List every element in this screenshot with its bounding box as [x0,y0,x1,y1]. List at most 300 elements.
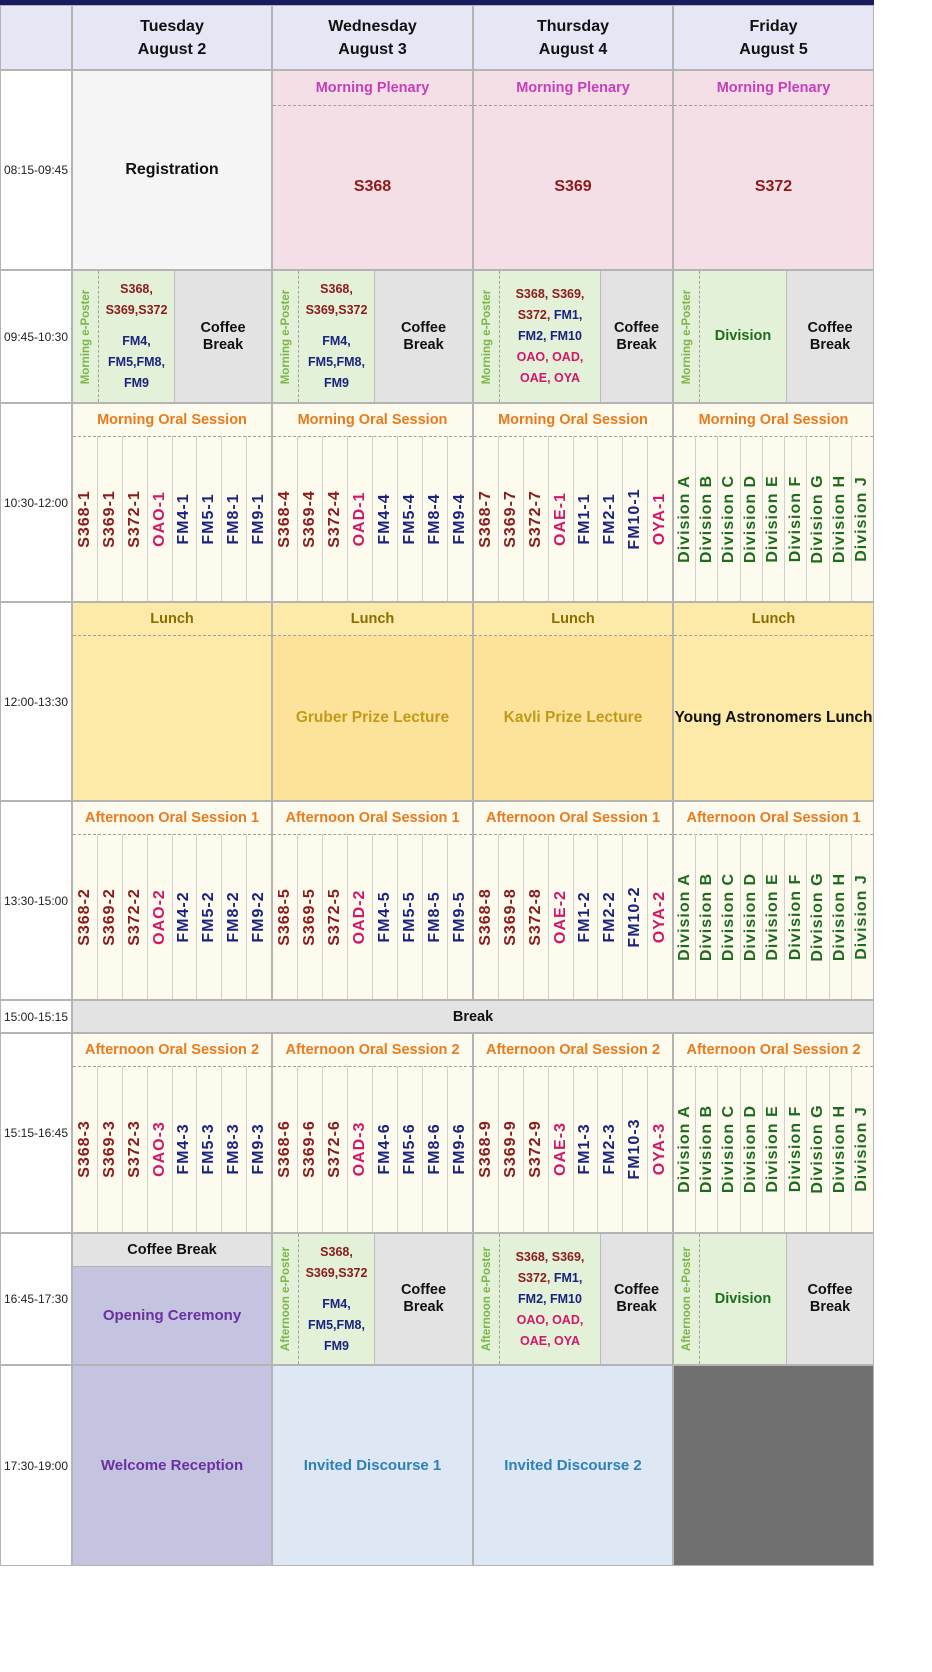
session-column [347,834,372,999]
eposter-text: Afternoon e-Poster [480,1246,493,1352]
session-column [447,436,472,601]
session-code: Division H [831,474,849,563]
session-code: OYA-1 [651,492,669,545]
session-code: FM5-4 [401,492,418,545]
poster-item: FM8, FM9 [324,1317,365,1353]
lunch-band: Lunch [73,603,271,636]
oral-session-cell-thu [473,403,673,602]
session-code: S369-3 [100,1120,118,1178]
oral-session-cell-fri [673,403,874,602]
session-code: FM4-1 [175,492,193,545]
session-code: S372-4 [326,489,343,548]
day-header-wed [272,5,473,70]
session-column [221,436,246,601]
session-code: FM1-2 [576,890,594,943]
poster-cell-wed [272,270,473,403]
lunch-cell-tue [72,602,272,801]
session-code: S368-1 [75,489,93,548]
registration-cell: Registration [72,70,272,270]
session-code: OAD-1 [351,491,368,546]
session-code: OAD-3 [351,1121,368,1177]
session-column [695,436,717,601]
session-code: S372-9 [526,1120,544,1178]
poster-session-list [500,1234,600,1364]
day-date: August 2 [137,40,207,58]
session-code: S372-2 [125,887,143,946]
schedule-grid [0,5,874,1566]
session-code: FM8-2 [225,890,243,943]
lunch-cell-thu [473,602,673,801]
time-slot: 08:15-09:45 [0,70,72,270]
session-code: S369-6 [301,1120,318,1178]
session-code: Division C [720,872,738,961]
session-column [674,834,695,999]
session-column [122,436,147,601]
session-code: FM5-5 [401,890,418,943]
session-code: S368-6 [276,1120,293,1178]
oral-session-cell-tue [72,1033,272,1233]
eposter-label [474,271,500,402]
coffee-break-cell [786,271,873,402]
eposter-label [474,1234,500,1364]
poster-line [299,331,374,394]
poster-item: S368, S369, [515,1249,585,1264]
poster-item: S368, S369, [515,287,585,301]
session-code: S368-3 [75,1120,93,1178]
session-code: FM9-6 [451,1123,468,1175]
session-code: FM10-2 [626,885,644,948]
session-code: FM5-2 [200,890,218,943]
session-code: FM1-3 [576,1123,594,1175]
lunch-event: Gruber Prize Lecture [295,709,450,726]
day-header-fri [673,5,874,70]
poster-line [299,279,374,321]
session-code: FM5-3 [200,1123,218,1175]
session-column [73,1066,97,1232]
poster-line [517,1310,584,1331]
session-column [647,436,672,601]
poster-item: S368, S369, [305,282,353,317]
session-code: OAD-2 [351,889,368,944]
session-column [172,1066,197,1232]
session-code: FM1-1 [576,492,594,545]
session-code: Division C [720,1104,738,1194]
oral-session-band: Morning Oral Session [273,404,472,437]
session-code: S368-8 [476,887,494,946]
session-column [322,1066,347,1232]
plenary-cell [473,70,673,270]
session-column [347,1066,372,1232]
session-code: S369-2 [100,887,118,946]
poster-line [516,284,585,305]
session-code: S372-7 [526,489,544,548]
session-columns [73,834,271,999]
session-code: Division A [675,872,693,961]
session-column [297,436,322,601]
session-code: OAE-1 [551,491,569,546]
session-column [762,436,784,601]
oral-session-cell-wed [272,801,473,1000]
session-column [717,1066,739,1232]
session-column [196,1066,221,1232]
oral-session-band: Afternoon Oral Session 2 [474,1034,672,1067]
eposter-text: Afternoon e-Poster [279,1246,292,1352]
coffee-break-cell [786,1234,873,1364]
session-code: FM8-3 [225,1123,243,1175]
poster-item: FM8, FM9 [124,355,165,390]
poster-item: S372 [338,1265,368,1280]
poster-line [518,1268,583,1289]
session-columns [273,1066,472,1232]
session-column [322,436,347,601]
session-code: OYA-3 [651,1122,669,1176]
session-column [573,1066,598,1232]
session-column [740,1066,762,1232]
session-code: S368-2 [75,887,93,946]
session-column [548,834,573,999]
session-column [172,436,197,601]
eposter-label [674,271,700,402]
session-column [447,1066,472,1232]
session-code: S369-9 [501,1120,519,1178]
poster-item: FM8, FM9 [324,355,365,390]
lunch-band: Lunch [674,603,873,636]
time-slot: 15:00-15:15 [0,1000,72,1033]
session-column [647,834,672,999]
poster-cell-thu [473,1233,673,1365]
session-code: Division J [853,873,871,960]
day-header-thu [473,5,673,70]
session-column [851,1066,873,1232]
plenary-session: S368 [353,178,392,195]
session-column [674,436,695,601]
session-columns [474,834,672,999]
oral-session-band: Afternoon Oral Session 1 [674,802,873,835]
poster-session-list [299,1234,374,1364]
poster-cell-thu [473,270,673,403]
division-cell [700,1234,786,1364]
session-code: FM9-1 [250,492,268,545]
session-column [147,436,172,601]
session-column [297,1066,322,1232]
session-column [372,1066,397,1232]
lunch-event: Young Astronomers Lunch [674,709,873,726]
oral-session-band: Afternoon Oral Session 1 [73,802,271,835]
session-code: Division E [764,872,782,961]
session-code: Division F [786,873,804,960]
session-code: S368-4 [276,489,293,548]
session-column [397,834,422,999]
session-code: FM5-1 [200,492,218,545]
session-code: FM8-1 [225,492,243,545]
plenary-band: Morning Plenary [273,71,472,106]
session-column [474,1066,498,1232]
session-column [717,834,739,999]
session-column [147,1066,172,1232]
session-column [122,1066,147,1232]
coffee-break-label: Coffee Break [807,319,853,353]
session-column [717,436,739,601]
session-code: FM4-5 [376,890,393,943]
poster-line [517,347,584,368]
day-date: August 5 [739,40,808,58]
time-slot: 13:30-15:00 [0,801,72,1000]
poster-item: FM4, FM5, [308,1296,351,1332]
session-column [622,436,647,601]
eposter-label [273,1234,299,1364]
session-code: Division G [808,871,826,962]
division-cell [700,271,786,402]
session-column [622,834,647,999]
session-column [347,436,372,601]
session-code: FM9-4 [451,492,468,545]
time-slot: 15:15-16:45 [0,1033,72,1233]
oral-session-band: Morning Oral Session [474,404,672,437]
session-column [806,834,828,999]
session-code: OAE-3 [551,1122,569,1176]
session-code: Division C [720,474,738,563]
session-column [597,436,622,601]
session-column [784,436,806,601]
lunch-cell-fri [673,602,874,801]
day-name: Wednesday [328,17,417,35]
day-name: Thursday [536,17,609,35]
oral-session-band: Afternoon Oral Session 1 [474,802,672,835]
oral-session-cell-wed [272,403,473,602]
poster-item: S372, [517,308,554,322]
poster-item: OAO, OAD, [516,1312,584,1327]
session-columns [674,834,873,999]
lunch-cell-wed [272,602,473,801]
poster-item: FM2, FM10 [518,329,582,343]
session-column [221,834,246,999]
coffee-break-cell [374,271,472,402]
session-column [273,1066,297,1232]
session-column [172,834,197,999]
session-code: FM4-6 [376,1123,393,1175]
session-column [806,1066,828,1232]
oral-session-cell-fri [673,1033,874,1233]
session-column [498,436,523,601]
session-columns [73,436,271,601]
plenary-cell [673,70,874,270]
session-column [246,1066,271,1232]
coffee-break-label: Coffee Break [613,1282,660,1315]
session-code: OAO-1 [150,490,168,547]
session-columns [474,436,672,601]
session-code: Division A [675,1105,693,1193]
coffee-break-label: Coffee Break [807,1282,853,1315]
oral-session-cell-thu [473,801,673,1000]
session-code: S369-8 [501,887,519,946]
session-column [523,436,548,601]
poster-item: FM2, FM10 [518,1291,582,1306]
session-code: OAO-3 [150,1121,168,1177]
session-column [196,436,221,601]
session-code: Division B [697,474,715,563]
lunch-band: Lunch [474,603,672,636]
session-column [273,436,297,601]
session-code: FM4-4 [376,492,393,545]
coffee-break-label: Coffee Break [613,319,660,353]
session-column [851,834,873,999]
time-slot: 09:45-10:30 [0,270,72,403]
plenary-session: S369 [554,178,592,195]
session-column [474,436,498,601]
oral-session-band: Afternoon Oral Session 2 [73,1034,271,1067]
session-column [246,834,271,999]
coffee-break-band: Coffee Break [73,1234,271,1267]
session-columns [674,1066,873,1232]
session-column [97,834,122,999]
time-slot: 10:30-12:00 [0,403,72,602]
poster-line [516,1247,585,1268]
session-columns [273,834,472,999]
session-column [372,834,397,999]
coffee-break-label: Coffee Break [200,319,246,353]
session-code: Division E [764,474,782,563]
session-code: FM8-6 [426,1123,443,1175]
session-column [474,834,498,999]
session-code: Division D [742,872,760,961]
session-code: OYA-2 [651,890,669,943]
poster-cell-wed [272,1233,473,1365]
session-column [97,1066,122,1232]
poster-item: FM4, FM5, [308,334,351,369]
session-code: FM10-3 [626,1118,644,1180]
session-column [695,834,717,999]
session-column [422,436,447,601]
plenary-session: S372 [754,178,793,195]
session-column [397,1066,422,1232]
coffee-break-cell [174,271,271,402]
oral-session-band: Morning Oral Session [674,404,873,437]
session-column [147,834,172,999]
session-code: FM2-2 [601,890,619,943]
eposter-text: Morning e-Poster [79,289,92,384]
poster-item: FM1, [553,1270,583,1285]
lunch-event: Kavli Prize Lecture [503,709,643,726]
lunch-band: Lunch [273,603,472,636]
session-code: Division H [831,872,849,961]
session-code: OAE-2 [551,889,569,944]
session-column [221,1066,246,1232]
oral-session-band: Afternoon Oral Session 1 [273,802,472,835]
poster-item: S372, [517,1270,554,1285]
plenary-band: Morning Plenary [674,71,873,106]
session-column [674,1066,695,1232]
session-code: S369-1 [100,489,118,548]
session-column [573,436,598,601]
session-code: FM2-1 [601,492,619,545]
poster-session-list [299,271,374,402]
session-column [246,436,271,601]
session-code: S369-4 [301,489,318,548]
plenary-band: Morning Plenary [474,71,672,106]
session-column [806,436,828,601]
invited-discourse-2-cell: Invited Discourse 2 [473,1365,673,1566]
oral-session-band: Afternoon Oral Session 2 [273,1034,472,1067]
poster-line [520,368,580,389]
session-column [523,834,548,999]
session-column [297,834,322,999]
day-name: Friday [749,17,798,35]
poster-cell-fri [673,1233,874,1365]
session-column [548,436,573,601]
session-column [548,1066,573,1232]
session-code: S372-1 [125,489,143,548]
eposter-label [273,271,299,402]
session-code: S372-3 [125,1120,143,1178]
session-code: Division G [808,1104,826,1194]
poster-cell-tue [72,270,272,403]
session-code: OAO-2 [150,888,168,945]
opening-ceremony-cell [72,1233,272,1365]
session-column [829,436,851,601]
poster-item: S372 [338,303,368,317]
session-code: FM4-3 [175,1123,193,1175]
session-code: FM9-5 [451,890,468,943]
session-column [372,436,397,601]
time-slot: 16:45-17:30 [0,1233,72,1365]
oral-session-cell-wed [272,1033,473,1233]
session-code: Division B [697,1104,715,1194]
session-column [498,834,523,999]
session-column [784,1066,806,1232]
session-code: FM8-5 [426,890,443,943]
poster-line [518,1289,582,1310]
oral-session-cell-thu [473,1033,673,1233]
oral-session-cell-tue [72,801,272,1000]
poster-item: S372 [138,303,168,317]
session-code: Division A [675,474,693,563]
oral-session-band: Morning Oral Session [73,404,271,437]
session-code: Division J [853,475,871,562]
eposter-label [674,1234,700,1364]
session-code: S369-5 [301,887,318,946]
poster-line [299,1242,374,1284]
session-code: S372-5 [326,887,343,946]
session-code: S368-9 [476,1120,494,1178]
session-column [422,834,447,999]
session-column [322,834,347,999]
session-code: Division F [786,1105,804,1193]
session-column [122,834,147,999]
session-column [196,834,221,999]
poster-cell-fri [673,270,874,403]
session-columns [273,436,472,601]
session-code: S368-7 [476,489,494,548]
session-code: Division D [742,474,760,563]
session-column [762,834,784,999]
session-code: S372-6 [326,1120,343,1178]
time-slot: 12:00-13:30 [0,602,72,801]
session-column [740,834,762,999]
session-code: FM9-3 [250,1123,268,1175]
session-code: FM4-2 [175,890,193,943]
session-column [829,1066,851,1232]
session-column [422,1066,447,1232]
day-header-tue [72,5,272,70]
session-column [647,1066,672,1232]
day-name: Tuesday [140,17,204,35]
poster-line [518,326,582,347]
session-column [784,834,806,999]
coffee-break-cell [374,1234,472,1364]
eposter-text: Morning e-Poster [680,289,693,384]
session-code: Division G [808,473,826,564]
oral-session-cell-fri [673,801,874,1000]
